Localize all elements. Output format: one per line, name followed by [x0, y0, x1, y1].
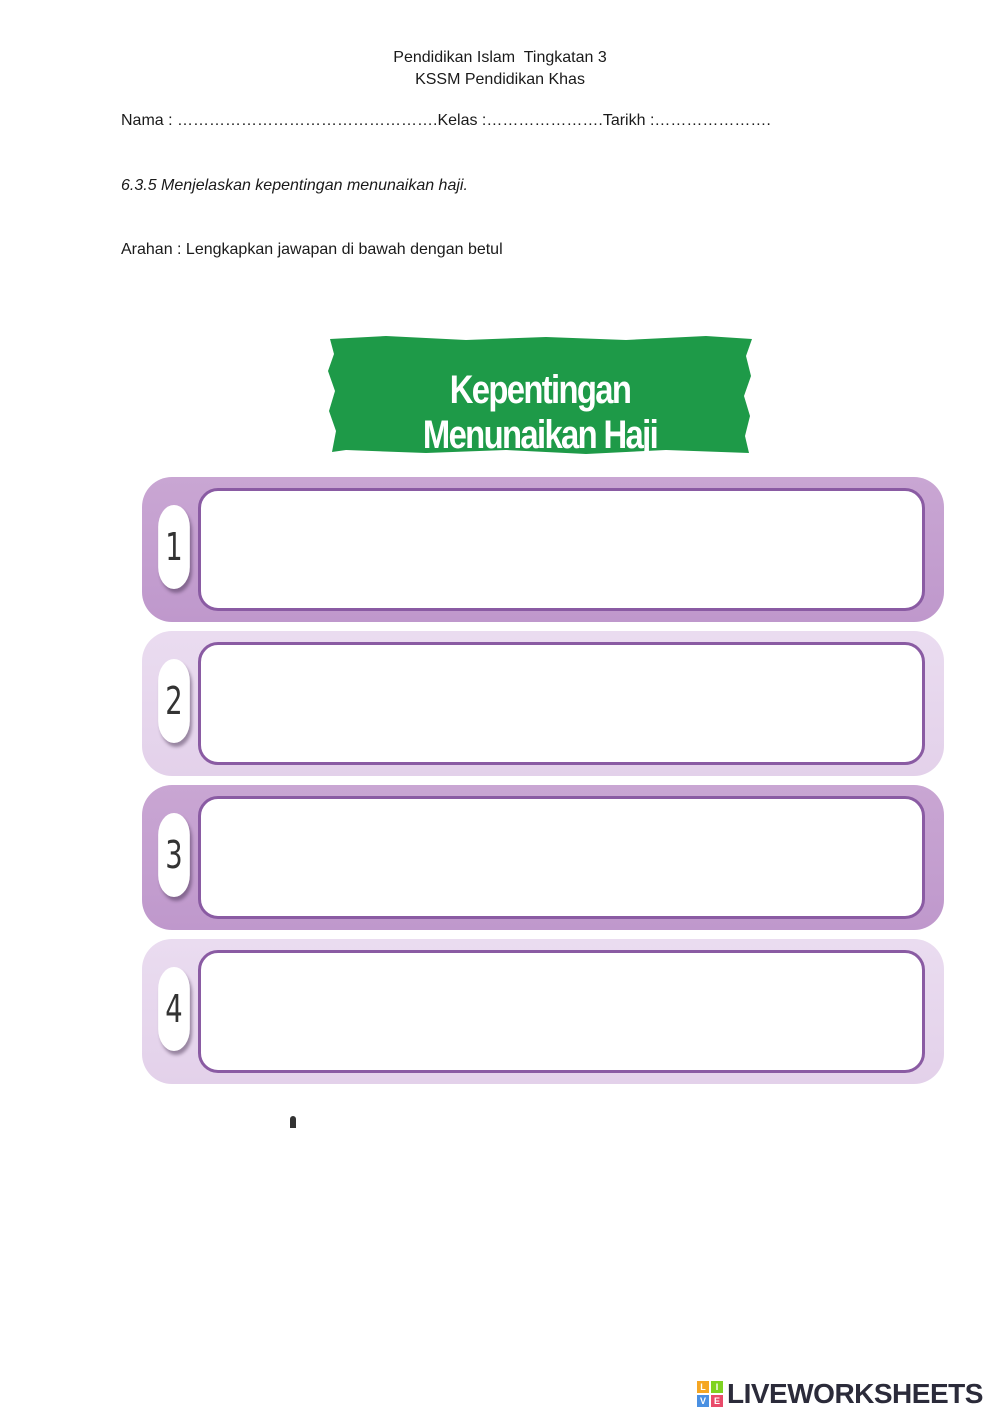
- banner-title: Kepentingan Menunaikan Haji: [422, 368, 658, 457]
- subject-title: Pendidikan Islam Tingkatan 3: [393, 49, 607, 66]
- answer-row: [142, 477, 944, 622]
- answer-number: 2: [158, 659, 190, 743]
- answer-box-3[interactable]: [198, 796, 925, 919]
- answer-row: [142, 939, 944, 1084]
- answer-box-1[interactable]: [198, 488, 925, 611]
- answer-row: [142, 631, 944, 776]
- answer-number: 4: [158, 967, 190, 1051]
- stray-mark: [290, 1116, 296, 1128]
- worksheet-header: [0, 47, 1000, 91]
- logo-icon: L I V E: [697, 1381, 723, 1407]
- answer-number: 1: [158, 505, 190, 589]
- answer-number: 3: [158, 813, 190, 897]
- student-info-line: Nama : ………………………………………….Kelas :………………….Tarikh :………………….: [121, 112, 771, 129]
- curriculum-title: KSSM Pendidikan Khas: [415, 71, 585, 88]
- logo-text: LIVEWORKSHEETS: [727, 1378, 983, 1409]
- answer-box-4[interactable]: [198, 950, 925, 1073]
- instruction-text: Arahan : Lengkapkan jawapan di bawah dengan betul: [121, 241, 503, 258]
- learning-objective: 6.3.5 Menjelaskan kepentingan menunaikan haji.: [121, 177, 468, 194]
- liveworksheets-logo: [697, 1379, 983, 1409]
- answer-row: [142, 785, 944, 930]
- title-banner: [326, 336, 754, 457]
- answer-box-2[interactable]: [198, 642, 925, 765]
- answer-list: [142, 477, 944, 1093]
